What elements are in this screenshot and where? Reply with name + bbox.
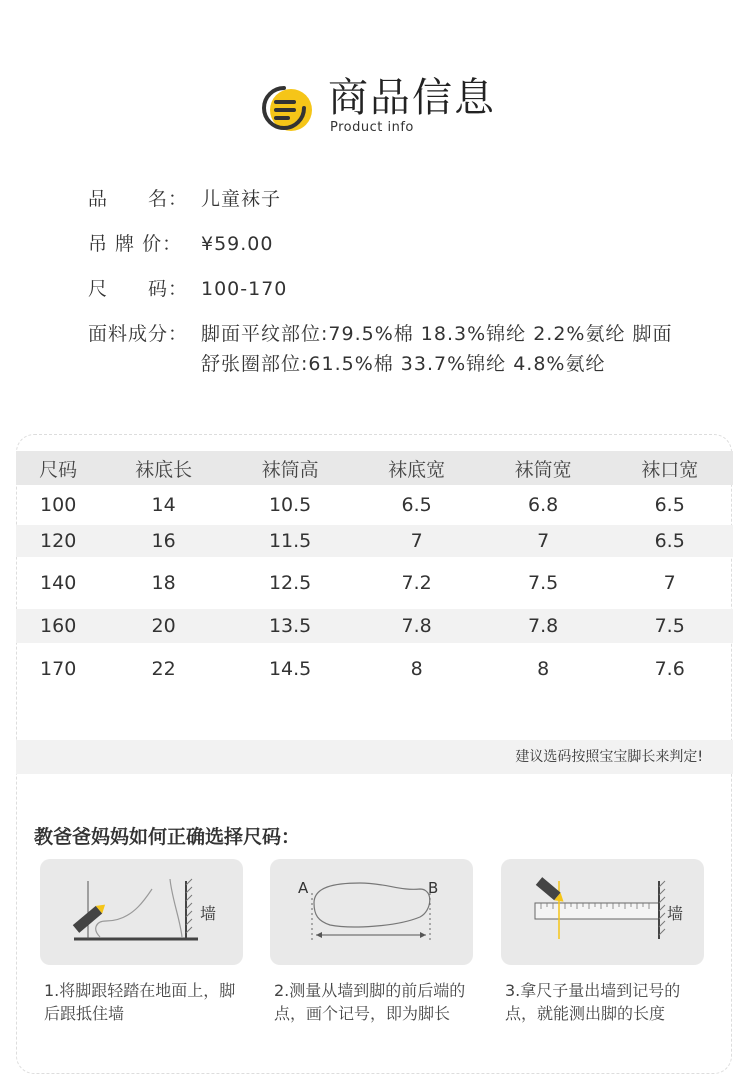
step-illustration (501, 859, 704, 965)
table-header-row (16, 451, 733, 485)
table-cell: 7.2 (401, 572, 432, 594)
info-value: 脚面平纹部位:79.5%棉 18.3%锦纶 2.2%氨纶 脚面舒张圈部位:61.5%棉 33.7%锦纶 4.8%氨纶 (201, 323, 673, 375)
table-cell: 8 (410, 658, 423, 680)
info-label: 吊 牌 价： (88, 233, 183, 255)
table-cell: 7.5 (528, 572, 559, 594)
howto-step-1 (40, 859, 244, 1025)
step-description: 3.拿尺子量出墙到记号的点，就能测出脚的长度 (505, 981, 681, 1023)
foot-outline-measure-icon (270, 859, 473, 965)
page-subtitle: Product info (330, 120, 414, 135)
wall-label: 墙 (200, 904, 217, 923)
column-header: 袜底宽 (388, 458, 446, 481)
point-b-label: B (428, 879, 439, 897)
column-header: 尺码 (39, 458, 78, 481)
table-cell: 14 (151, 494, 176, 516)
table-cell: 16 (151, 530, 176, 552)
info-row-material (88, 319, 688, 379)
table-cell: 7 (537, 530, 550, 552)
wall-label: 墙 (667, 904, 684, 923)
size-note: 建议选码按照宝宝脚长来判定! (16, 740, 733, 774)
table-cell: 12.5 (268, 572, 312, 594)
column-header: 袜底长 (135, 458, 193, 481)
table-row (16, 643, 733, 695)
table-cell: 100 (40, 494, 77, 516)
step-description: 1.将脚跟轻踏在地面上，脚后跟抵住墙 (44, 981, 236, 1023)
table-cell: 14.5 (268, 658, 312, 680)
table-cell: 140 (40, 572, 77, 594)
table-cell: 6.5 (654, 530, 685, 552)
howto-title: 教爸爸妈妈如何正确选择尺码： (34, 826, 301, 848)
table-cell: 6.8 (528, 494, 559, 516)
foot-against-wall-icon (40, 859, 243, 965)
ruler-measure-icon (501, 859, 704, 965)
table-row (16, 609, 733, 643)
table-row (16, 525, 733, 557)
info-row-name (88, 186, 688, 212)
table-cell: 7 (410, 530, 423, 552)
info-row-price (88, 231, 688, 257)
info-value: 儿童袜子 (201, 188, 282, 210)
info-row-size (88, 276, 688, 302)
table-cell: 13.5 (268, 615, 312, 637)
table-cell: 18 (151, 572, 176, 594)
table-cell: 7 (663, 572, 676, 594)
step-illustration (270, 859, 473, 965)
info-value: ¥59.00 (201, 233, 274, 255)
table-cell: 20 (151, 615, 176, 637)
table-cell: 22 (151, 658, 176, 680)
column-header: 袜筒宽 (514, 458, 572, 481)
howto-step-3 (501, 859, 705, 1025)
step-illustration (40, 859, 243, 965)
info-label: 面料成分： (88, 323, 189, 345)
table-cell: 170 (40, 658, 77, 680)
product-info (88, 186, 688, 398)
table-cell: 6.5 (654, 494, 685, 516)
table-cell: 7.6 (654, 658, 685, 680)
table-cell: 7.8 (401, 615, 432, 637)
table-cell: 7.5 (654, 615, 685, 637)
howto-step-2 (270, 859, 474, 1025)
table-cell: 11.5 (268, 530, 312, 552)
size-table (16, 451, 733, 695)
column-header: 袜筒高 (261, 458, 319, 481)
table-cell: 160 (40, 615, 77, 637)
section-header (262, 72, 522, 142)
info-label: 尺 码： (88, 278, 189, 300)
info-value: 100-170 (201, 278, 288, 300)
table-row (16, 557, 733, 609)
table-cell: 7.8 (528, 615, 559, 637)
table-cell: 8 (537, 658, 550, 680)
table-row (16, 485, 733, 525)
point-a-label: A (298, 879, 309, 897)
document-icon (262, 82, 314, 134)
column-header: 袜口宽 (641, 458, 699, 481)
table-cell: 6.5 (401, 494, 432, 516)
info-label: 品 名： (88, 188, 189, 210)
page-title: 商品信息 (328, 75, 496, 121)
step-description: 2.测量从墙到脚的前后端的点，画个记号，即为脚长 (274, 981, 466, 1023)
table-cell: 120 (40, 530, 77, 552)
table-cell: 10.5 (268, 494, 312, 516)
